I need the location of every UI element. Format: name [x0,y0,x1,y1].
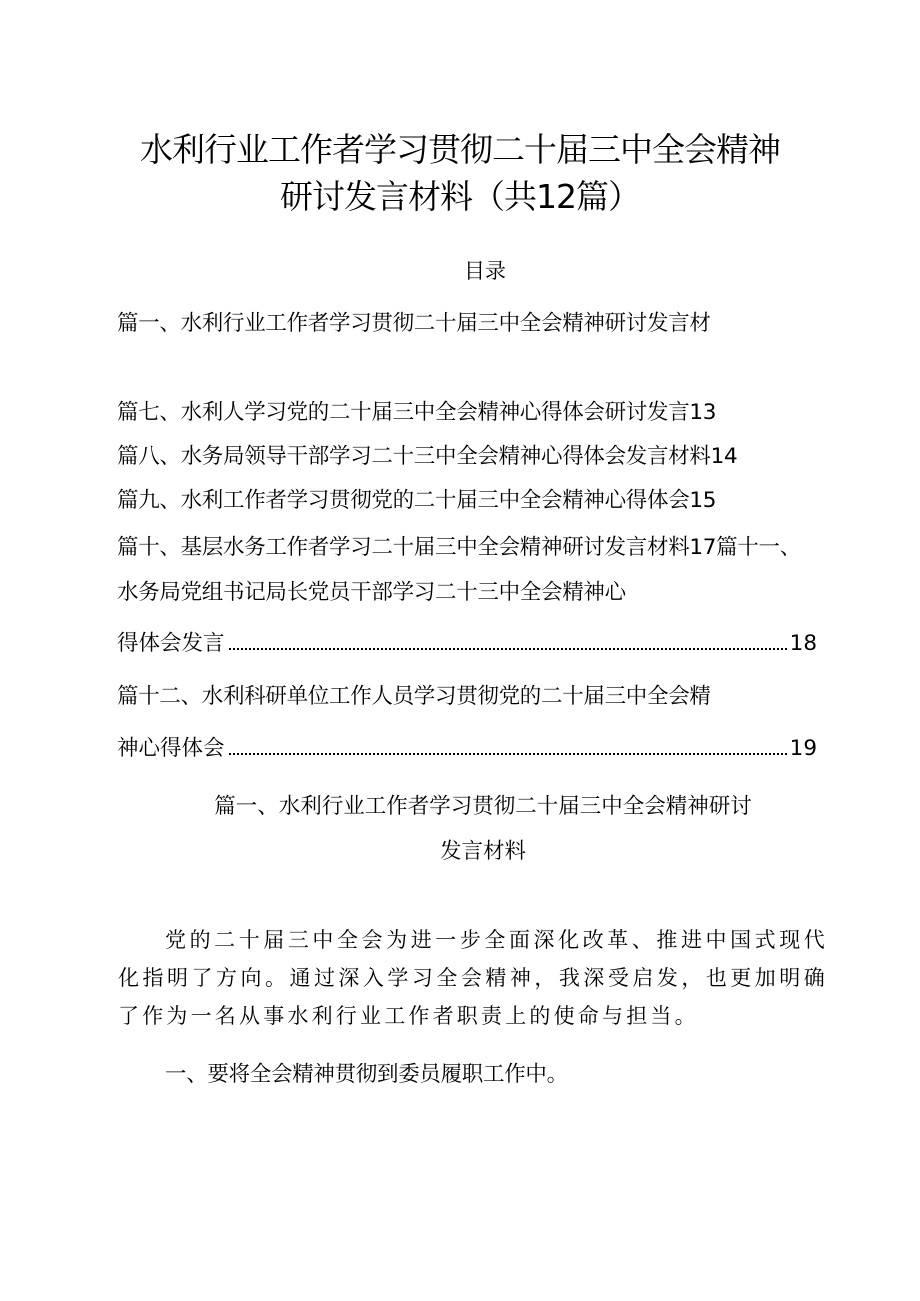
dot-leader [229,648,787,650]
toc-entry-1[interactable]: 篇一、水利行业工作者学习贯彻二十届三中全会精神研讨发言材 [117,311,711,336]
toc-entry-11-line-2[interactable] [117,633,817,655]
toc-entry-11-line-1[interactable]: 水务局党组书记局长党员干部学习二十三中全会精神心 [117,580,626,605]
toc-entry-7[interactable]: 篇七、水利人学习党的二十届三中全会精神心得体会研讨发言13 [117,400,717,425]
body-paragraph: 党的二十届三中全会为进一步全面深化改革、推进中国式现代化指明了方向。通过深入学习全会精神，我深受启发，也更加明确了作为一名从事水利行业工作者职责上的使命与担当。 [118,928,828,1028]
toc-entry-8[interactable]: 篇八、水务局领导干部学习二十三中全会精神心得体会发言材料14 [117,444,738,469]
document-title-line-1: 水利行业工作者学习贯彻二十届三中全会精神 [140,130,780,169]
toc-heading: 目录 [464,259,506,283]
toc-entry-12-line-1[interactable]: 篇十二、水利科研单位工作人员学习贯彻党的二十届三中全会精 [117,684,711,709]
toc-entry-12-line-2[interactable] [117,738,817,760]
point-heading-1: 一、要将全会精神贯彻到委员履职工作中。 [165,1062,568,1087]
toc-entry-11-page: 18 [789,631,817,656]
toc-entry-12-text: 神心得体会 [117,736,225,761]
dot-leader [229,753,787,755]
toc-entry-10[interactable]: 篇十、基层水务工作者学习二十届三中全会精神研讨发言材料17篇十一、 [117,535,801,560]
document-title-line-2: 研讨发言材料（共12篇） [280,177,640,216]
section-title-line-1: 篇一、水利行业工作者学习贯彻二十届三中全会精神研讨 [214,794,752,819]
toc-entry-12-page: 19 [789,736,817,761]
toc-entry-11-text: 得体会发言 [117,631,225,656]
toc-entry-9[interactable]: 篇九、水利工作者学习贯彻党的二十届三中全会精神心得体会15 [117,488,717,513]
section-title-line-2: 发言材料 [439,839,526,864]
